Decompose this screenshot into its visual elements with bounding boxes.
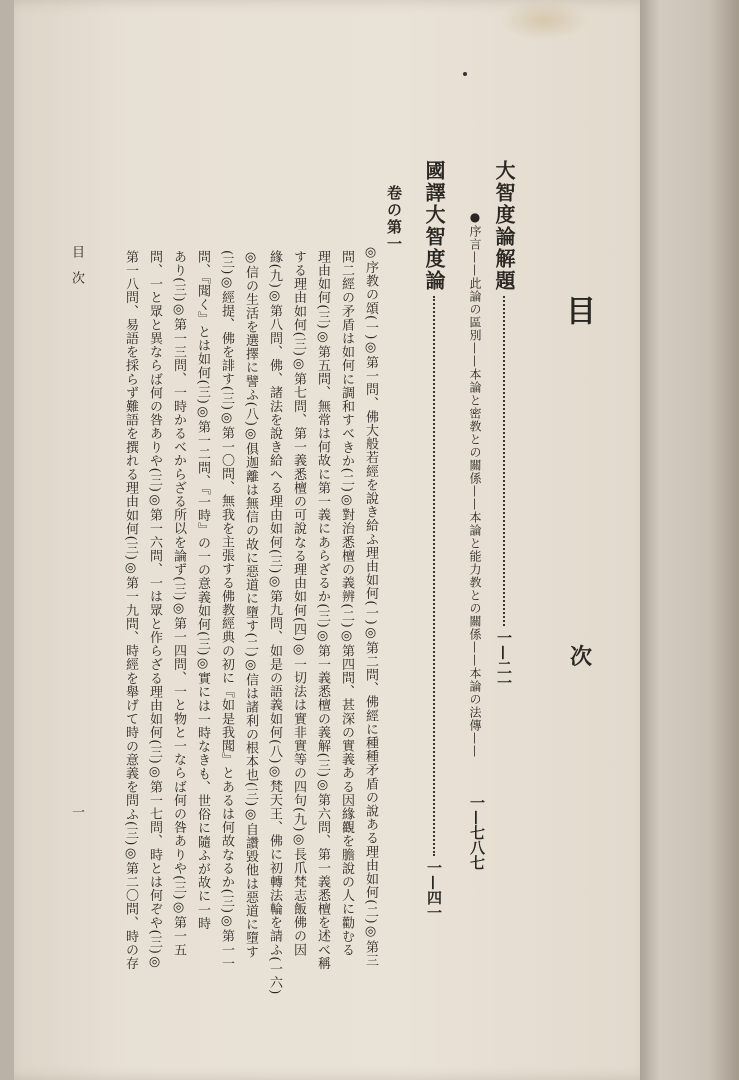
kaidai-subtopics-text: ●序言——此論の區別——本論と密教との關係——本論と能力教との關係——本論の法傳—— xyxy=(468,210,482,758)
toc-entry-kaidai-page: 一—二一 xyxy=(495,630,513,690)
book-page xyxy=(14,0,654,1080)
volume-heading: 卷の第一 xyxy=(385,185,403,253)
toc-entry-kaidai xyxy=(494,160,514,690)
body-line: 緣(九)◎第八問、佛、諸法を說き給へる理由如何(三)◎第九問、如是の語義如何(八)◎梵天王、佛に初轉法輪を請ふ(一六) xyxy=(267,250,282,995)
kaidai-subtopics xyxy=(469,210,481,758)
body-line: 問、『聞く』とは如何(三)◎第一二問、『一時』の一の意義如何(三)◎實には一時なきも、世俗に隨ふが故に一時 xyxy=(195,250,210,931)
body-line: あり(三)◎第一三問、一時かるべからざる所以を論ず(三)◎第一四問、一と物と一ならば何の咎ありや(三)◎第一五 xyxy=(171,250,186,957)
page-title-mu: 目 xyxy=(560,295,595,525)
toc-entry-kaidai-title: 大智度論解題 xyxy=(492,160,516,292)
running-footer: 目 次 xyxy=(69,245,84,284)
adjacent-page-edge xyxy=(640,0,739,1080)
page-number: 一 xyxy=(69,805,84,818)
body-line: 問二經の矛盾は如何に調和すべきか(二)◎對治悉檀の義辨(二)◎第四問、甚深の實義ある因緣觀を膽說の人に勸むる xyxy=(339,250,354,957)
toc-entry-kokuyaku-title: 國譯大智度論 xyxy=(422,160,446,292)
toc-entry-kokuyaku-page: 一—四一 xyxy=(425,860,443,920)
body-line: する理由如何(三)◎第七問、第一義悉檀の可說なる理由如何(四)◎一切法は實非實等の四句(九)◎長爪梵志飯佛の因 xyxy=(291,250,306,957)
body-line: ◎序教の頌(一)◎第一問、佛大般若經を說き給ふ理由如何(一)◎第二問、佛經に種種矛盾の說ある理由如何(二)◎第三 xyxy=(363,245,378,968)
body-line: 理由如何(三)◎第五問、無常は何故に第一義にあらざるか(三)◎第一義悉檀の義解(三)◎第六問、第一義悉檀を述べ稱 xyxy=(315,250,330,971)
body-line: 問、一と眾と異ならば何の咎ありや(三)◎第一六問、一は眾と作らざる理由如何(三)◎第一七問、時とは何ぞや(三)◎ xyxy=(147,250,162,971)
dotted-leader xyxy=(433,296,435,856)
body-line: (三)◎經提、佛を誹す(三)◎第一〇問、無我を主張する佛教經典の初に『如是我聞』とあるは何故なるか(三)◎第一一 xyxy=(219,250,234,971)
ink-dot xyxy=(463,72,467,76)
toc-entry-kokuyaku xyxy=(424,160,444,920)
kaidai-range: 一—七八七 xyxy=(468,795,486,870)
body-line: 第一八問、易語を採らず難語を撰れる理由如何(三)◎第一九問、時經を舉げて時の意義を問ふ(三)◎第二〇問、時の存 xyxy=(123,250,138,971)
body-line: ◎信の生活を選擇に譬ふ(八)◎俱迦離は無信の故に惡道に墮す(二)◎信は諸利の根本也(三)◎自讚毀他は惡道に墮す xyxy=(243,250,258,959)
water-stain xyxy=(499,0,589,40)
dotted-leader xyxy=(503,296,505,626)
page-title-tsugi: 次 xyxy=(570,644,593,670)
